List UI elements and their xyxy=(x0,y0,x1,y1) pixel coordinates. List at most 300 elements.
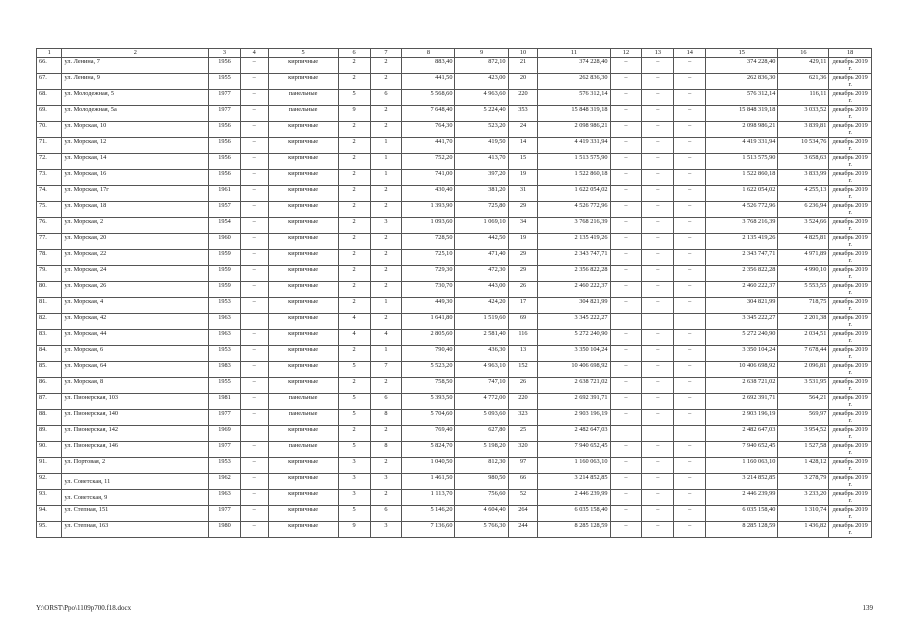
cell-address: ул. Морская, 44 xyxy=(62,330,209,346)
cell-cost-owners: 6 035 158,40 xyxy=(706,506,778,522)
cell-address: ул. Морская, 10 xyxy=(62,122,209,138)
cell-address: ул. Морская, 4 xyxy=(62,298,209,314)
table-row xyxy=(37,458,872,474)
table-row xyxy=(37,330,872,346)
cell-cost-owners: 2 692 391,71 xyxy=(706,394,778,410)
cell-planned-completion: декабрь 2019 г. xyxy=(829,330,872,346)
cell-year-reconstruction: – xyxy=(240,218,268,234)
cell-cost-local: – xyxy=(674,202,706,218)
cell-residents: 26 xyxy=(508,378,538,394)
cell-row-number: 73. xyxy=(37,170,62,186)
cell-cost-owners: 5 272 240,90 xyxy=(706,330,778,346)
cell-cost-local xyxy=(674,314,706,330)
cell-entrances: 8 xyxy=(370,442,402,458)
cell-cost-regional: – xyxy=(642,186,674,202)
cell-residents: 26 xyxy=(508,282,538,298)
cell-entrances: 2 xyxy=(370,234,402,250)
cell-cost-local: – xyxy=(674,330,706,346)
cell-residents: 244 xyxy=(508,522,538,538)
cell-entrances: 2 xyxy=(370,314,402,330)
cell-row-number: 68. xyxy=(37,90,62,106)
table-row xyxy=(37,122,872,138)
cell-cost-local: – xyxy=(674,394,706,410)
footer-file-path: Y:\ORST\Ppo\1109p700.f18.docx xyxy=(36,604,132,612)
cell-living-area: 424,20 xyxy=(455,298,508,314)
cell-year-reconstruction: – xyxy=(240,346,268,362)
cell-total-cost: 1 622 054,02 xyxy=(538,186,610,202)
cell-residents: 29 xyxy=(508,266,538,282)
cell-year-built: 1980 xyxy=(209,522,241,538)
cell-cost-federal: – xyxy=(610,170,642,186)
cell-residents: 24 xyxy=(508,122,538,138)
cell-floors: 5 xyxy=(338,506,370,522)
table-row xyxy=(37,202,872,218)
cell-cost-per-sqm: 4 990,10 xyxy=(778,266,829,282)
cell-cost-owners: 2 903 196,19 xyxy=(706,410,778,426)
column-header-4: 4 xyxy=(240,49,268,58)
cell-floors: 9 xyxy=(338,522,370,538)
cell-total-cost: 6 035 158,40 xyxy=(538,506,610,522)
column-header-7: 7 xyxy=(370,49,402,58)
cell-cost-per-sqm: 3 531,95 xyxy=(778,378,829,394)
cell-row-number: 74. xyxy=(37,186,62,202)
cell-cost-local: – xyxy=(674,250,706,266)
cell-cost-per-sqm: 564,21 xyxy=(778,394,829,410)
cell-total-cost: 10 406 698,92 xyxy=(538,362,610,378)
column-header-5: 5 xyxy=(268,49,338,58)
cell-floors: 2 xyxy=(338,218,370,234)
cell-cost-owners: 2 135 419,26 xyxy=(706,234,778,250)
cell-wall-material: кирпичные xyxy=(268,202,338,218)
cell-year-built: 1977 xyxy=(209,442,241,458)
cell-living-area: 397,20 xyxy=(455,170,508,186)
column-header-9: 9 xyxy=(455,49,508,58)
cell-address: ул. Пионерская, 140 xyxy=(62,410,209,426)
cell-cost-regional: – xyxy=(642,250,674,266)
cell-living-area: 872,10 xyxy=(455,58,508,74)
cell-total-cost: 374 228,40 xyxy=(538,58,610,74)
cell-year-reconstruction: – xyxy=(240,490,268,506)
cell-address: ул. Морская, 24 xyxy=(62,266,209,282)
table-row xyxy=(37,346,872,362)
cell-floors: 2 xyxy=(338,378,370,394)
cell-total-cost: 2 098 986,21 xyxy=(538,122,610,138)
cell-row-number: 88. xyxy=(37,410,62,426)
cell-floors: 2 xyxy=(338,426,370,442)
cell-address: ул. Пионерская, 142 xyxy=(62,426,209,442)
table-row xyxy=(37,138,872,154)
cell-cost-local: – xyxy=(674,186,706,202)
cell-living-area: 980,50 xyxy=(455,474,508,490)
cell-cost-federal: – xyxy=(610,490,642,506)
cell-total-area: 883,40 xyxy=(402,58,455,74)
cell-residents: 20 xyxy=(508,74,538,90)
cell-row-number: 78. xyxy=(37,250,62,266)
column-header-14: 14 xyxy=(674,49,706,58)
column-header-15: 15 xyxy=(706,49,778,58)
cell-total-area: 1 393,90 xyxy=(402,202,455,218)
cell-entrances: 3 xyxy=(370,218,402,234)
cell-cost-federal: – xyxy=(610,522,642,538)
cell-cost-regional: – xyxy=(642,266,674,282)
cell-total-cost: 3 350 104,24 xyxy=(538,346,610,362)
cell-cost-regional: – xyxy=(642,106,674,122)
cell-year-reconstruction: – xyxy=(240,58,268,74)
cell-living-area: 4 604,40 xyxy=(455,506,508,522)
cell-address: ул. Степная, 151 xyxy=(62,506,209,522)
cell-address: ул. Морская, 20 xyxy=(62,234,209,250)
cell-address: ул. Портовая, 2 xyxy=(62,458,209,474)
cell-total-cost: 8 285 128,59 xyxy=(538,522,610,538)
cell-total-cost: 1 513 575,90 xyxy=(538,154,610,170)
cell-wall-material: кирпичные xyxy=(268,138,338,154)
cell-floors: 2 xyxy=(338,58,370,74)
cell-total-area: 1 113,70 xyxy=(402,490,455,506)
cell-cost-regional: – xyxy=(642,170,674,186)
cell-cost-regional: – xyxy=(642,74,674,90)
cell-year-reconstruction: – xyxy=(240,298,268,314)
cell-floors: 2 xyxy=(338,122,370,138)
cell-row-number: 66. xyxy=(37,58,62,74)
cell-row-number: 85. xyxy=(37,362,62,378)
cell-residents: 323 xyxy=(508,410,538,426)
cell-year-reconstruction: – xyxy=(240,442,268,458)
cell-cost-per-sqm: 5 553,55 xyxy=(778,282,829,298)
cell-row-number: 69. xyxy=(37,106,62,122)
cell-wall-material: панельные xyxy=(268,90,338,106)
cell-living-area: 627,80 xyxy=(455,426,508,442)
cell-cost-regional: – xyxy=(642,90,674,106)
cell-address: ул. Морская, 14 xyxy=(62,154,209,170)
cell-cost-federal: – xyxy=(610,378,642,394)
cell-cost-local: – xyxy=(674,410,706,426)
cell-cost-local: – xyxy=(674,282,706,298)
cell-total-cost: 7 940 652,45 xyxy=(538,442,610,458)
cell-entrances: 2 xyxy=(370,378,402,394)
cell-cost-per-sqm: 3 233,20 xyxy=(778,490,829,506)
cell-total-area: 5 824,70 xyxy=(402,442,455,458)
cell-cost-federal: – xyxy=(610,154,642,170)
cell-year-reconstruction: – xyxy=(240,394,268,410)
cell-year-built: 1963 xyxy=(209,490,241,506)
cell-year-built: 1953 xyxy=(209,458,241,474)
cell-wall-material: панельные xyxy=(268,394,338,410)
column-header-2: 2 xyxy=(62,49,209,58)
cell-planned-completion: декабрь 2019 г. xyxy=(829,218,872,234)
cell-year-built: 1961 xyxy=(209,186,241,202)
cell-address: ул. Морская, 42 xyxy=(62,314,209,330)
cell-cost-regional: – xyxy=(642,458,674,474)
cell-entrances: 1 xyxy=(370,170,402,186)
cell-row-number: 71. xyxy=(37,138,62,154)
cell-total-area: 769,40 xyxy=(402,426,455,442)
cell-planned-completion: декабрь 2019 г. xyxy=(829,282,872,298)
cell-living-area: 419,50 xyxy=(455,138,508,154)
cell-cost-regional: – xyxy=(642,506,674,522)
cell-cost-owners: 576 312,14 xyxy=(706,90,778,106)
cell-cost-regional: – xyxy=(642,202,674,218)
cell-total-area: 430,40 xyxy=(402,186,455,202)
cell-planned-completion: декабрь 2019 г. xyxy=(829,522,872,538)
cell-address: ул. Морская, 26 xyxy=(62,282,209,298)
cell-cost-owners: 10 406 698,92 xyxy=(706,362,778,378)
cell-planned-completion: декабрь 2019 г. xyxy=(829,74,872,90)
cell-floors: 4 xyxy=(338,314,370,330)
cell-cost-per-sqm: 3 839,81 xyxy=(778,122,829,138)
cell-cost-per-sqm: 3 833,99 xyxy=(778,170,829,186)
cell-planned-completion: декабрь 2019 г. xyxy=(829,490,872,506)
cell-entrances: 2 xyxy=(370,202,402,218)
cell-cost-per-sqm: 3 954,52 xyxy=(778,426,829,442)
cell-year-built: 1962 xyxy=(209,474,241,490)
cell-row-number: 70. xyxy=(37,122,62,138)
cell-cost-per-sqm: 1 428,12 xyxy=(778,458,829,474)
table-row xyxy=(37,234,872,250)
cell-entrances: 6 xyxy=(370,506,402,522)
cell-year-built: 1963 xyxy=(209,330,241,346)
cell-total-area: 758,50 xyxy=(402,378,455,394)
cell-cost-owners: 2 638 721,02 xyxy=(706,378,778,394)
cell-floors: 5 xyxy=(338,362,370,378)
cell-address: ул. Морская, 16 xyxy=(62,170,209,186)
cell-floors: 2 xyxy=(338,346,370,362)
cell-planned-completion: декабрь 2019 г. xyxy=(829,410,872,426)
cell-living-area: 5 093,60 xyxy=(455,410,508,426)
cell-total-area: 1 461,50 xyxy=(402,474,455,490)
cell-cost-per-sqm: 621,36 xyxy=(778,74,829,90)
table-row xyxy=(37,314,872,330)
cell-year-reconstruction xyxy=(240,314,268,330)
cell-total-cost: 2 135 419,26 xyxy=(538,234,610,250)
cell-row-number: 94. xyxy=(37,506,62,522)
cell-cost-local: – xyxy=(674,74,706,90)
cell-cost-per-sqm: 6 236,94 xyxy=(778,202,829,218)
cell-cost-local xyxy=(674,426,706,442)
cell-year-reconstruction: – xyxy=(240,330,268,346)
cell-wall-material: кирпичные xyxy=(268,362,338,378)
cell-year-built: 1956 xyxy=(209,170,241,186)
cell-cost-local: – xyxy=(674,154,706,170)
cell-total-cost: 304 821,99 xyxy=(538,298,610,314)
cell-year-reconstruction: – xyxy=(240,506,268,522)
cell-row-number: 92. xyxy=(37,474,62,490)
cell-year-built: 1956 xyxy=(209,58,241,74)
cell-cost-local: – xyxy=(674,106,706,122)
cell-cost-local: – xyxy=(674,90,706,106)
cell-address: ул. Ленина, 9 xyxy=(62,74,209,90)
cell-cost-owners: 2 460 222,37 xyxy=(706,282,778,298)
cell-cost-local: – xyxy=(674,234,706,250)
cell-address: ул. Морская, 18 xyxy=(62,202,209,218)
cell-planned-completion: декабрь 2019 г. xyxy=(829,234,872,250)
cell-cost-federal: – xyxy=(610,138,642,154)
cell-year-reconstruction: – xyxy=(240,202,268,218)
cell-total-cost: 1 522 860,18 xyxy=(538,170,610,186)
cell-cost-owners: 2 446 239,99 xyxy=(706,490,778,506)
cell-year-reconstruction: – xyxy=(240,266,268,282)
cell-cost-owners: 262 836,30 xyxy=(706,74,778,90)
cell-floors: 9 xyxy=(338,106,370,122)
cell-cost-federal: – xyxy=(610,282,642,298)
cell-year-reconstruction: – xyxy=(240,458,268,474)
cell-wall-material: кирпичные xyxy=(268,474,338,490)
cell-floors: 5 xyxy=(338,442,370,458)
cell-total-cost: 2 356 822,28 xyxy=(538,266,610,282)
cell-year-built: 1969 xyxy=(209,426,241,442)
cell-planned-completion: декабрь 2019 г. xyxy=(829,362,872,378)
cell-total-cost: 2 343 747,71 xyxy=(538,250,610,266)
cell-cost-federal: – xyxy=(610,330,642,346)
cell-total-cost: 1 160 063,10 xyxy=(538,458,610,474)
table-row xyxy=(37,90,872,106)
cell-total-area: 5 146,20 xyxy=(402,506,455,522)
cell-cost-regional: – xyxy=(642,378,674,394)
cell-entrances: 1 xyxy=(370,298,402,314)
cell-cost-per-sqm: 3 524,66 xyxy=(778,218,829,234)
cell-total-area: 449,30 xyxy=(402,298,455,314)
cell-cost-federal: – xyxy=(610,266,642,282)
cell-entrances: 2 xyxy=(370,74,402,90)
cell-cost-local: – xyxy=(674,346,706,362)
cell-cost-regional: – xyxy=(642,138,674,154)
cell-cost-per-sqm: 1 310,74 xyxy=(778,506,829,522)
cell-cost-per-sqm: 3 033,52 xyxy=(778,106,829,122)
cell-year-reconstruction: – xyxy=(240,122,268,138)
cell-year-reconstruction: – xyxy=(240,138,268,154)
cell-year-reconstruction: – xyxy=(240,234,268,250)
cell-cost-per-sqm: 7 678,44 xyxy=(778,346,829,362)
table-row xyxy=(37,490,872,506)
cell-address: ул. Ленина, 7 xyxy=(62,58,209,74)
cell-cost-local: – xyxy=(674,122,706,138)
cell-residents: 97 xyxy=(508,458,538,474)
cell-row-number: 82. xyxy=(37,314,62,330)
cell-cost-owners: 8 285 128,59 xyxy=(706,522,778,538)
cell-living-area: 443,00 xyxy=(455,282,508,298)
cell-floors: 5 xyxy=(338,394,370,410)
cell-cost-local: – xyxy=(674,138,706,154)
cell-total-cost: 15 848 319,18 xyxy=(538,106,610,122)
cell-residents: 116 xyxy=(508,330,538,346)
cell-address: ул. Морская, 22 xyxy=(62,250,209,266)
cell-year-reconstruction: – xyxy=(240,106,268,122)
cell-wall-material: кирпичные xyxy=(268,282,338,298)
column-number-header-row xyxy=(37,49,872,58)
cell-floors: 2 xyxy=(338,298,370,314)
cell-cost-regional: – xyxy=(642,490,674,506)
cell-floors: 2 xyxy=(338,250,370,266)
cell-cost-regional: – xyxy=(642,522,674,538)
cell-total-area: 752,20 xyxy=(402,154,455,170)
cell-living-area: 4 772,00 xyxy=(455,394,508,410)
cell-floors: 2 xyxy=(338,266,370,282)
cell-address: ул. Пионерская, 146 xyxy=(62,442,209,458)
cell-cost-federal: – xyxy=(610,298,642,314)
cell-planned-completion: декабрь 2019 г. xyxy=(829,298,872,314)
table-row xyxy=(37,506,872,522)
table-row xyxy=(37,410,872,426)
table-row xyxy=(37,426,872,442)
cell-entrances: 2 xyxy=(370,266,402,282)
cell-total-area: 764,30 xyxy=(402,122,455,138)
cell-row-number: 81. xyxy=(37,298,62,314)
cell-total-cost: 2 446 239,99 xyxy=(538,490,610,506)
cell-living-area: 523,20 xyxy=(455,122,508,138)
cell-row-number: 95. xyxy=(37,522,62,538)
cell-living-area: 423,00 xyxy=(455,74,508,90)
cell-cost-local: – xyxy=(674,490,706,506)
cell-cost-per-sqm: 4 255,13 xyxy=(778,186,829,202)
table-row xyxy=(37,106,872,122)
cell-year-built: 1963 xyxy=(209,314,241,330)
cell-cost-per-sqm: 569,97 xyxy=(778,410,829,426)
table-row xyxy=(37,298,872,314)
cell-floors: 2 xyxy=(338,138,370,154)
cell-residents: 29 xyxy=(508,250,538,266)
cell-cost-owners: 1 522 860,18 xyxy=(706,170,778,186)
cell-year-reconstruction: – xyxy=(240,154,268,170)
cell-cost-per-sqm: 429,11 xyxy=(778,58,829,74)
cell-cost-per-sqm: 4 825,81 xyxy=(778,234,829,250)
cell-entrances: 2 xyxy=(370,426,402,442)
cell-row-number: 67. xyxy=(37,74,62,90)
cell-total-area: 5 393,50 xyxy=(402,394,455,410)
cell-total-cost: 4 419 331,94 xyxy=(538,138,610,154)
cell-wall-material: кирпичные xyxy=(268,378,338,394)
cell-floors: 3 xyxy=(338,490,370,506)
cell-total-cost: 4 526 772,96 xyxy=(538,202,610,218)
cell-cost-regional: – xyxy=(642,410,674,426)
cell-wall-material: кирпичные xyxy=(268,490,338,506)
cell-living-area: 2 581,40 xyxy=(455,330,508,346)
cell-cost-federal: – xyxy=(610,474,642,490)
cell-wall-material: кирпичные xyxy=(268,506,338,522)
cell-planned-completion: декабрь 2019 г. xyxy=(829,458,872,474)
cell-cost-local: – xyxy=(674,266,706,282)
cell-cost-federal: – xyxy=(610,202,642,218)
cell-year-built: 1955 xyxy=(209,74,241,90)
column-header-6: 6 xyxy=(338,49,370,58)
cell-planned-completion: декабрь 2019 г. xyxy=(829,394,872,410)
cell-total-cost: 2 903 196,19 xyxy=(538,410,610,426)
cell-planned-completion: декабрь 2019 г. xyxy=(829,250,872,266)
cell-total-cost: 2 482 647,03 xyxy=(538,426,610,442)
cell-residents: 220 xyxy=(508,90,538,106)
cell-entrances: 2 xyxy=(370,282,402,298)
cell-row-number: 79. xyxy=(37,266,62,282)
cell-cost-local: – xyxy=(674,378,706,394)
cell-year-built: 1953 xyxy=(209,346,241,362)
cell-cost-regional: – xyxy=(642,346,674,362)
cell-year-reconstruction: – xyxy=(240,410,268,426)
cell-wall-material: панельные xyxy=(268,410,338,426)
cell-cost-local: – xyxy=(674,362,706,378)
table-body xyxy=(37,58,872,538)
cell-cost-federal: – xyxy=(610,458,642,474)
cell-cost-federal: – xyxy=(610,362,642,378)
cell-floors: 2 xyxy=(338,282,370,298)
table-row xyxy=(37,58,872,74)
cell-total-cost: 2 692 391,71 xyxy=(538,394,610,410)
cell-address: ул. Степная, 163 xyxy=(62,522,209,538)
cell-residents: 14 xyxy=(508,138,538,154)
cell-wall-material: кирпичные xyxy=(268,170,338,186)
cell-entrances: 2 xyxy=(370,186,402,202)
cell-planned-completion: декабрь 2019 г. xyxy=(829,266,872,282)
cell-residents: 152 xyxy=(508,362,538,378)
cell-cost-federal: – xyxy=(610,410,642,426)
cell-total-area: 1 040,50 xyxy=(402,458,455,474)
